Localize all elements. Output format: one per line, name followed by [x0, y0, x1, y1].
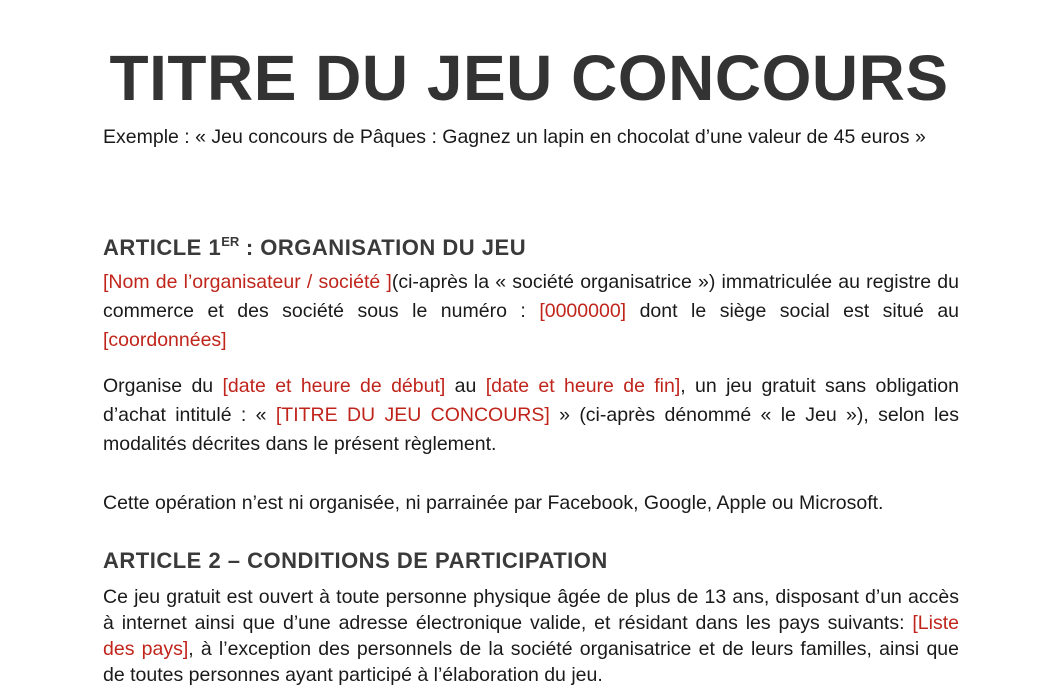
placeholder-coordinates: [coordonnées] [103, 329, 227, 351]
paragraph-text: » (ci-après dénommé « le Jeu »), selon les modalités décrites dans le présent règlement. [103, 404, 959, 455]
paragraph-text: (ci-après la « société organisatrice ») immatriculée au registre du commerce et des société sous le numéro : [103, 271, 959, 322]
placeholder-start-date: [date et heure de début] [222, 375, 446, 397]
placeholder-game-title: [TITRE DU JEU CONCOURS] [275, 404, 550, 426]
paragraph-text: Organise du [103, 375, 223, 397]
article-1-heading-sup: ER [221, 234, 240, 249]
article-1-heading [103, 234, 526, 261]
article-1-paragraph-3: Cette opération n’est ni organisée, ni parrainée par Facebook, Google, Apple ou Microsoft. [103, 492, 884, 514]
paragraph-text: au [445, 375, 486, 397]
article-1-paragraph-1 [103, 268, 959, 355]
placeholder-registration-number: [0000000] [539, 300, 627, 322]
placeholder-countries: [Liste des pays] [103, 612, 959, 660]
placeholder-end-date: [date et heure de fin] [485, 375, 681, 397]
article-1-paragraph-2 [103, 372, 959, 459]
paragraph-text: , à l’exception des personnels de la société organisatrice et de leurs familles, ainsi que de toutes personnes ayant participé à l’élaboration du jeu. [103, 638, 959, 686]
paragraph-text: , un jeu gratuit sans obligation d’achat intitulé : « [103, 375, 959, 426]
placeholder-organizer: [Nom de l’organisateur / société ] [103, 271, 392, 293]
document-title: TITRE DU JEU CONCOURS [109, 42, 949, 114]
article-2-heading: ARTICLE 2 – CONDITIONS DE PARTICIPATION [103, 548, 608, 573]
article-1-heading-suffix: : ORGANISATION DU JEU [239, 235, 527, 260]
article-2-paragraph-1 [103, 584, 959, 688]
title-example: Exemple : « Jeu concours de Pâques : Gagnez un lapin en chocolat d’une valeur de 45 euros » [103, 126, 926, 148]
article-1-heading-prefix: ARTICLE 1 [103, 235, 222, 260]
paragraph-text: dont le siège social est situé au [626, 300, 960, 322]
paragraph-text: Ce jeu gratuit est ouvert à toute personne physique âgée de plus de 13 ans, disposant d’un accès à internet ainsi que d’une adresse électronique valide, et résidant dans les pays suivants: [103, 586, 959, 634]
